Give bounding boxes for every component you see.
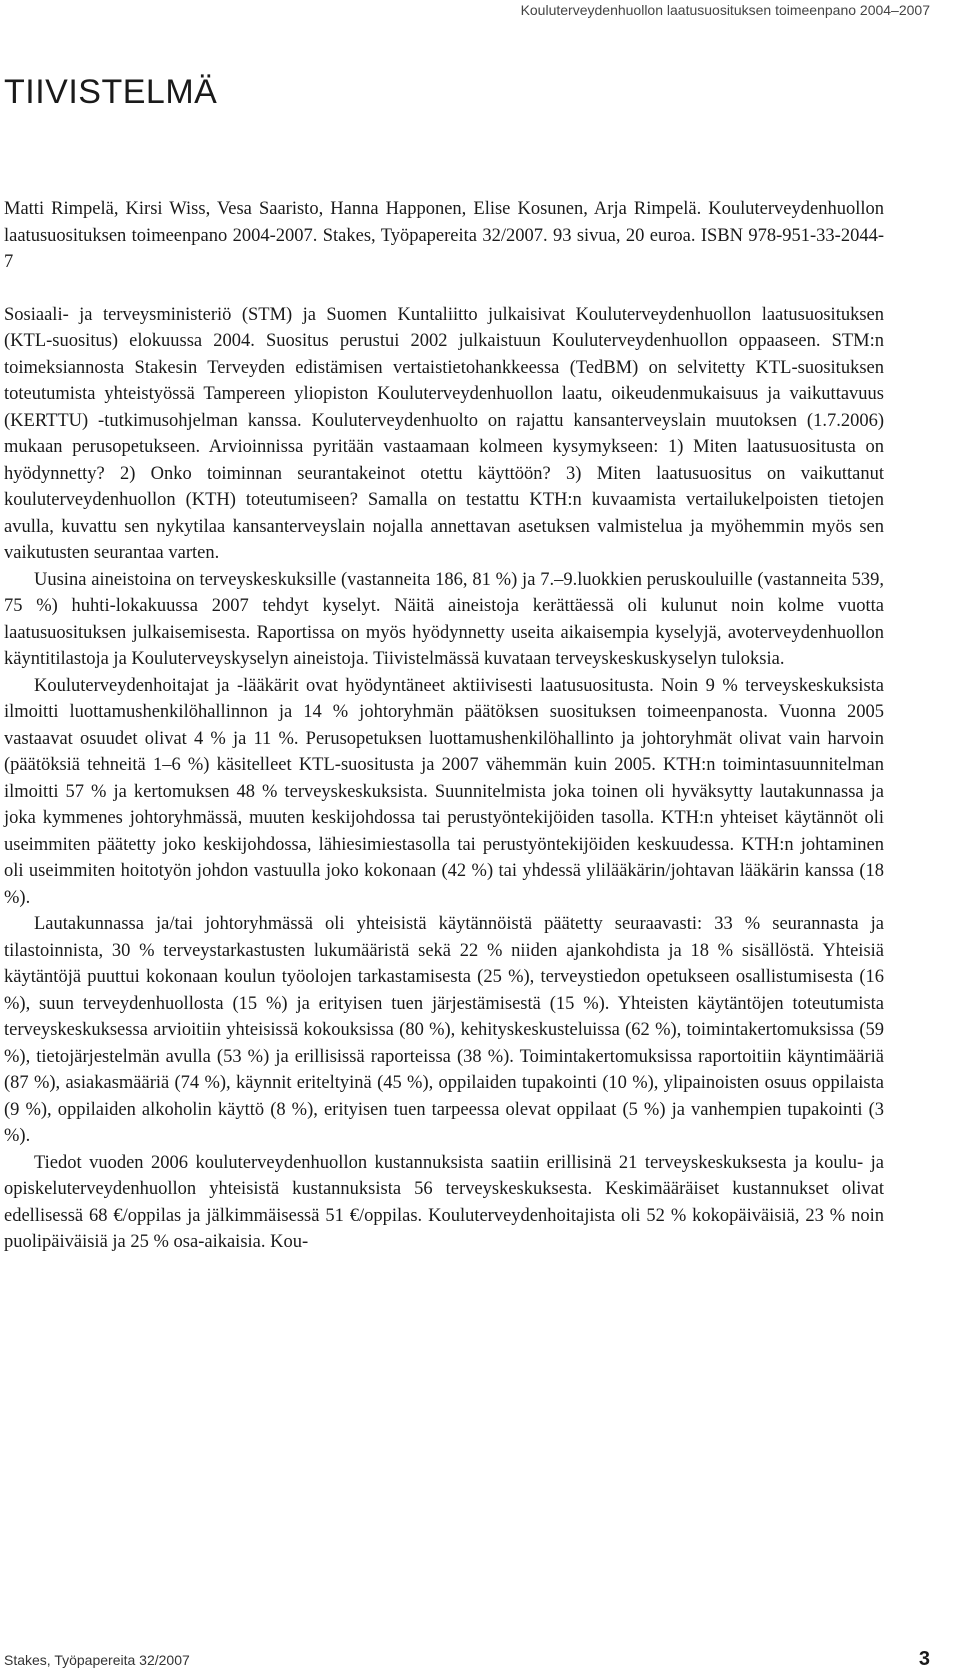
- section-title: TIIVISTELMÄ: [4, 73, 218, 111]
- paragraph-background: Sosiaali- ja terveysministeriö (STM) ja Suomen Kuntaliitto julkaisivat Kouluterveydenhuollon laatusuosituksen (KTL-suositus) elokuussa 2004. Suositus perustui 2002 julkaistuun Kouluterveydenhuollon oppaaseen. STM:n toimeksiannosta Stakesin Terveyden edistämisen vertaistietohankkeessa (TedBM) on selvitetty KTL-suosituksen toteutumista yhteistyössä Tampereen yliopiston Kouluterveydenhuollon laatu, oikeudenmukaisuus ja vaikuttavuus (KERTTU) -tutkimusohjelman kanssa. Kouluterveydenhuolto on rajattu kansanterveyslain muutoksen (1.7.2006) mukaan perusopetukseen. Arvioinnissa pyritään vastaamaan kolmeen kysymykseen: 1) Miten laatusuositusta on hyödynnetty? 2) Onko toiminnan seurantakeinot otettu käyttöön? 3) Miten laatusuositus on vaikuttanut kouluterveydenhuollon (KTH) toteutumiseen? Samalla on testattu KTH:n kuvaamista vertailukelpoisten tietojen avulla, kuvattu sen nykytilaa kansanterveyslain nojalla annettavan asetuksen valmistelua ja myöhemmin myös sen vaikutusten seurantaa varten.: [4, 304, 884, 563]
- page-footer: [4, 1650, 930, 1672]
- paragraph-materials: Uusina aineistoina on terveyskeskuksille (vastanneita 186, 81 %) ja 7.–9.luokkien peruskouluille (vastanneita 539, 75 %) huhti-lokakuussa 2007 tehdyt kyselyt. Näitä aineistoja kerättäessä oli kulunut noin kolme vuotta laatusuosituksen julkaisemisesta. Raportissa on myös hyödynnetty useita aikaisempia kyselyjä, avoterveydenhuollon käyntitilastoja ja Kouluterveyskyselyn aineistoja. Tiivistelmässä kuvataan terveyskeskuskyselyn tuloksia.: [4, 569, 884, 669]
- footer-publication: Stakes, Työpapereita 32/2007: [4, 1652, 190, 1668]
- paragraph-practices: Lautakunnassa ja/tai johtoryhmässä oli yhteisistä käytännöistä päätetty seuraavasti: 33 % seurannasta ja tilastoinnista, 30 % terveystarkastusten lukumääristä sekä 22 % niiden ajankohdista ja 18 % sisällöstä. Yhteisiä käytäntöjä puuttui kokonaan koulun työolojen tarkastamisesta (25 %), terveystiedon opetukseen osallistumisesta (16 %), suun terveydenhuollosta (15 %) ja erityisen tuen järjestämisestä (15 %). Yhteisten käytäntöjen toteutumista terveyskeskuksessa arvioitiin yhteisissä kokouksissa (80 %), kehityskeskusteluissa (62 %), toimintakertomuksissa (59 %), tietojärjestelmän avulla (53 %) ja erillisissä raporteissa (38 %). Toimintakertomuksissa raportoitiin käyntimääriä (87 %), asiakasmääriä (74 %), käynnit eriteltyinä (45 %), oppilaiden tupakointi (10 %), ylipainoisten osuus oppilaista (9 %), oppilaiden alkoholin käyttö (8 %), erityisen tuen tarpeessa olevat oppilaat (5 %) ja vanhempien tupakointi (3 %).: [4, 914, 884, 1146]
- page-number: 3: [918, 1648, 930, 1670]
- paragraph-costs: Tiedot vuoden 2006 kouluterveydenhuollon kustannuksista saatiin erillisinä 21 terveyskeskuksesta ja koulu- ja opiskeluterveydenhuollon yhteisistä kustannuksista 56 terveyskeskuksesta. Keskimääräiset kustannukset olivat edellisessä 68 €/oppilas ja jälkimmäisessä 51 €/oppilas. Kouluterveydenhoitajista oli 52 % kokopäiväisiä, 23 % noin puolipäiväisiä ja 25 % osa-aikaisia. Kou-: [4, 1152, 884, 1252]
- running-header: Kouluterveydenhuollon laatusuosituksen toimeenpano 2004–2007: [520, 2, 930, 18]
- bibliographic-citation: Matti Rimpelä, Kirsi Wiss, Vesa Saaristo, Hanna Happonen, Elise Kosunen, Arja Rimpelä. Kouluterveydenhuollon laatusuosituksen toimeenpano 2004-2007. Stakes, Työpapereita 32/2007. 93 sivua, 20 euroa. ISBN 978-951-33-2044-7: [4, 199, 884, 272]
- body-text: [4, 196, 884, 1256]
- paragraph-utilization: Kouluterveydenhoitajat ja -lääkärit ovat hyödyntäneet aktiivisesti laatusuositusta. Noin 9 % terveyskeskuksista ilmoitti luottamushenkilöhallinnon ja 14 % johtoryhmän päätöksen suosituksen toimeenpanosta. Vuonna 2005 vastaavat osuudet olivat 4 % ja 11 %. Perusopetuksen luottamushenkilöhallinto ja johtoryhmät olivat vain harvoin (päätöksiä tehneitä 1–6 %) käsitelleet KTL-suositusta ja 2007 vähemmän kuin 2005. KTH:n toimintasuunnitelman ilmoitti 57 % ja kertomuksen 48 % terveyskeskuksista. Suunnitelmista joka toinen oli hyväksytty lautakunnassa ja joka kymmenes johtoryhmässä, muuten keskijohdossa tai perustyöntekijöiden tasolla. KTH:n yhteiset käytännöt oli useimmiten päätetty joko keskijohdossa, lähiesimiestasolla tai perustyöntekijöiden keskuudessa. KTH:n johtaminen oli useimmiten hoitotyön johdon vastuulla joko kokonaan (42 %) tai yhdessä ylilääkärin/johtavan lääkärin kanssa (18 %).: [4, 675, 884, 908]
